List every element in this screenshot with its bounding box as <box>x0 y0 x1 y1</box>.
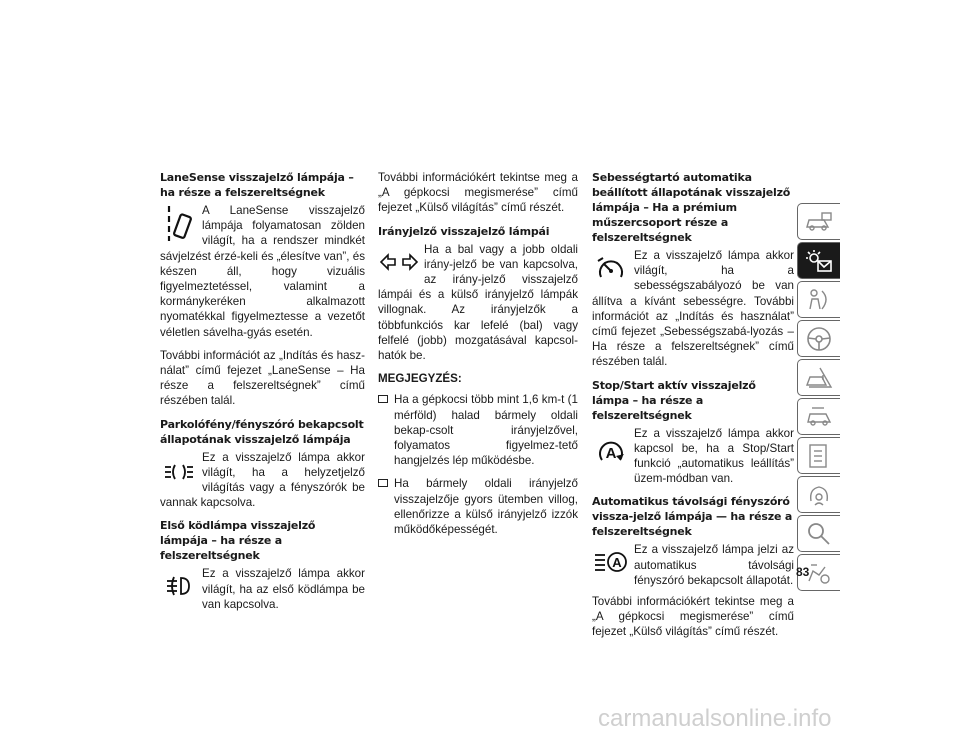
chapter-tabs <box>797 203 841 593</box>
stop-start-heading: Stop/Start aktív visszajelző lámpa – ha része a felszereltségnek <box>592 378 756 422</box>
cruise-set-text: Ez a visszajelző lámpa akkor világít, ha a sebességszabályozó be van állítva a kívánt sebességre. További információt az „Indítás és használat” című fejezet „Sebességszabá-lyozás – Ha része a felszereltségnek” című részében talál. <box>592 249 794 369</box>
stop-start-text: Ez a visszajelző lámpa akkor kapcsol be, ha a Stop/Start funkció „automatikus leállítás” üzem-módban van. <box>634 426 794 486</box>
tab-emergency[interactable] <box>797 359 840 396</box>
column-left <box>160 170 365 620</box>
parking-lights-text: Ez a visszajelző lámpa akkor világít, ha a helyzetjelző világítás vagy a fényszórók be vannak kapcsolva. <box>160 450 365 510</box>
steering-icon <box>805 325 833 353</box>
warning-lights-icon <box>804 248 834 274</box>
tab-maintenance[interactable] <box>797 398 840 435</box>
front-fog-block <box>160 566 365 612</box>
tab-steering[interactable] <box>797 320 840 357</box>
parking-lights-heading: Parkolófény/fényszóró bekapcsolt állapotának visszajelző lámpája <box>160 417 364 446</box>
note-text: Ha a gépkocsi több mint 1,6 km-t (1 mérföld) halad bármely oldali bekap-csolt irányjelzővel, folyamatos figyelmez-tető hangjelzés lép működésbe. <box>394 393 578 468</box>
lanesense-icon <box>160 203 198 247</box>
column-middle <box>378 170 578 545</box>
auto-high-beam-heading: Automatikus távolsági fényszóró vissza-jelző lámpája — ha része a felszereltségnek <box>592 495 793 539</box>
stop-start-icon <box>592 426 630 476</box>
cruise-control-icon <box>592 248 630 292</box>
cruise-set-block <box>592 248 794 370</box>
parking-lights-icon <box>160 450 198 494</box>
page-number: 83 <box>796 565 810 579</box>
multimedia-icon <box>805 481 833 509</box>
svg-text:A: A <box>612 555 622 571</box>
lanesense-heading: LaneSense visszajelző lámpája – ha része a felszereltségnek <box>160 171 354 199</box>
parking-lights-block <box>160 450 365 511</box>
note-heading: MEGJEGYZÉS: <box>378 372 462 386</box>
specs-icon <box>806 442 832 470</box>
turn-signal-block <box>378 242 578 364</box>
lanesense-block <box>160 203 365 340</box>
car-info-icon <box>804 211 834 233</box>
lanesense-more: További információt az „Indítás és hasz-nálat” című fejezet „LaneSense – Ha része a felszereltségnek” című részében talál. <box>160 348 365 408</box>
auto-high-beam-text: Ez a visszajelző lámpa jelzi az automatikus távolsági fényszóró bekapcsolt állapotát. <box>634 543 794 587</box>
exterior-lights-ref: További információkért tekintse meg a „A gépkocsi megismerése” című fejezet „Külső világítás” című részét. <box>378 171 578 215</box>
front-fog-icon <box>160 566 198 606</box>
svg-text:A: A <box>605 444 617 462</box>
tab-warning-lights[interactable] <box>797 242 840 279</box>
column-right <box>592 170 794 648</box>
lanesense-text: A LaneSense visszajelző lámpája folyamatosan zölden világít, ha a rendszer mindkét sávjelzést érzé-keli és „élesítve van”, és készen áll, hogy vizuális figyelmeztetéssel, valamint a kormánykeréken alkalmazott nyomatékkal figyelmeztesse a vezetőt véletlen sávelha-gyás esetén. <box>160 204 365 339</box>
auto-high-beam-icon <box>592 542 630 582</box>
tab-search[interactable] <box>797 515 840 552</box>
note-item <box>378 392 578 468</box>
turn-signal-icon <box>378 242 420 282</box>
search-icon <box>805 520 833 548</box>
note-item <box>378 476 578 537</box>
turn-signal-heading: Irányjelző visszajelző lámpái <box>378 224 550 238</box>
checkbox-bullet-icon <box>378 395 388 403</box>
stop-start-block <box>592 426 794 487</box>
cruise-set-heading: Sebességtartó automatika beállított állapotának visszajelző lámpája – Ha a prémium műszercsoport része a felszereltségnek <box>592 171 791 244</box>
front-fog-heading: Első ködlámpa visszajelző lámpája – ha része a felszereltségnek <box>160 519 316 563</box>
tab-safety[interactable] <box>797 281 840 318</box>
watermark: carmanualsonline.info <box>598 705 832 732</box>
emergency-icon <box>804 365 834 391</box>
safety-icon <box>804 287 834 313</box>
tab-car-info[interactable] <box>797 203 840 240</box>
tab-multimedia[interactable] <box>797 476 840 513</box>
checkbox-bullet-icon <box>378 479 388 487</box>
note-text: Ha bármely oldali irányjelző visszajelzője gyors ütemben villog, ellenőrizze a külső irányjelző izzók működőképességét. <box>394 477 578 537</box>
tab-specs[interactable] <box>797 437 840 474</box>
turn-signal-text: Ha a bal vagy a jobb oldali irány-jelző be van kapcsolva, az irány-jelző visszajelző lámpái és a külső irányjelző lámpák villognak. Az irányjelzők a többfunkciós kar lefelé (bal) vagy felfelé (jobb) mozgatásával kapcsol-hatók be. <box>378 242 578 363</box>
auto-high-beam-block <box>592 542 794 588</box>
maintenance-icon <box>804 404 834 430</box>
auto-high-beam-more: További információkért tekintse meg a „A gépkocsi megismerése” című fejezet „Külső világítás” című részét. <box>592 595 794 639</box>
front-fog-text: Ez a visszajelző lámpa akkor világít, ha az első ködlámpa be van kapcsolva. <box>202 567 365 611</box>
